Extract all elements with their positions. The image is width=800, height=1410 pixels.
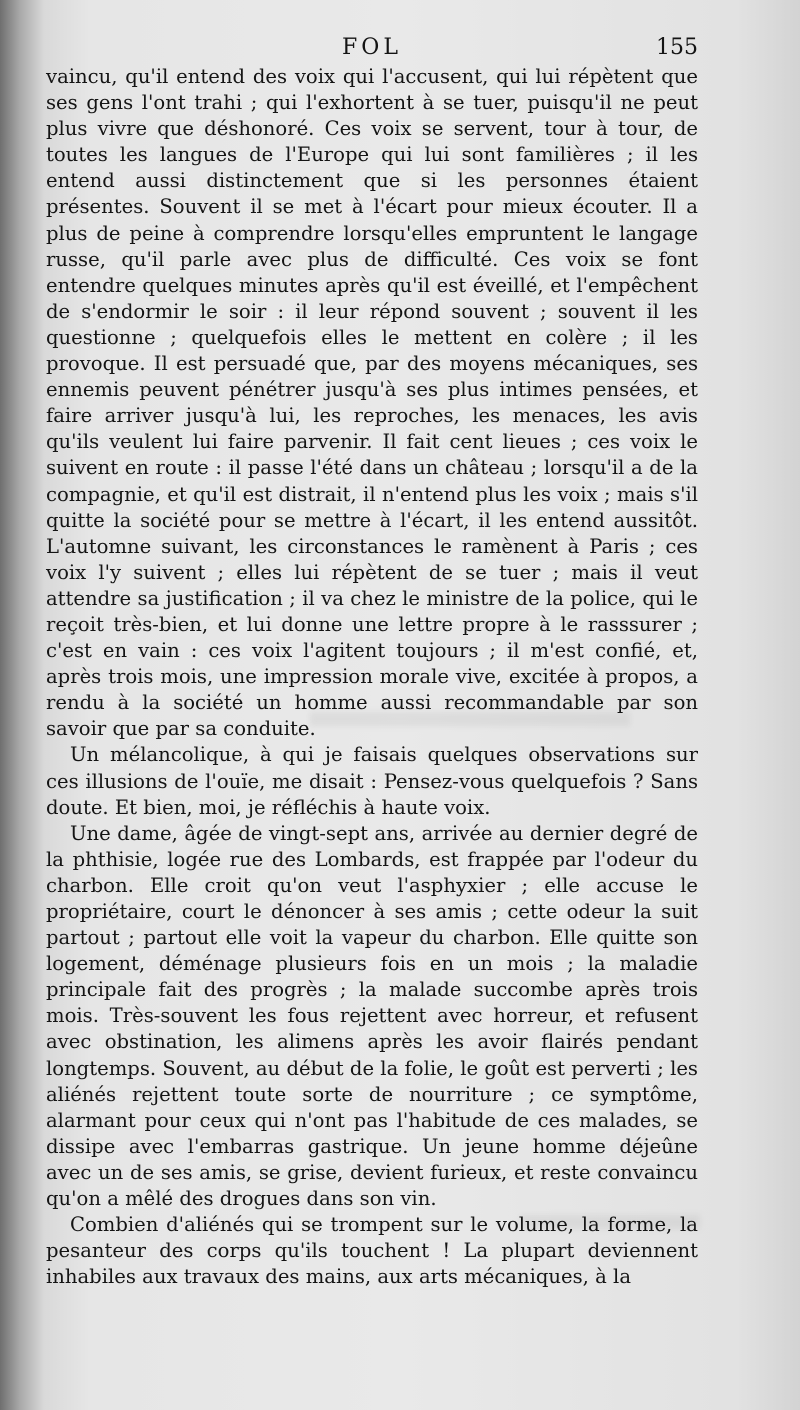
paragraph: Un mélancolique, à qui je faisais quelques observations sur ces illusions de l'ouïe, me disait : Pensez-vous quelquefois ? Sans doute. Et bien, moi, je réfléchis à haute voix. xyxy=(46,743,698,819)
paragraph: Combien d'aliénés qui se trompent sur le volume, la forme, la pesanteur des corps qu'ils touchent ! La plupart deviennent inhabiles aux travaux des mains, aux arts mécaniques, à la xyxy=(46,1213,698,1289)
paragraph: Une dame, âgée de vingt-sept ans, arrivée au dernier degré de la phthisie, logée rue des Lombards, est frappée par l'odeur du charbon. Elle croit qu'on veut l'asphyxier ; elle accuse le propriétaire, court le dénoncer à ses amis ; cette odeur la suit partout ; partout elle voit la vapeur du charbon. Elle quitte son logement, déménage plusieurs fois en un mois ; la maladie principale fait des progrès ; la malade succombe après trois mois. Très-souvent les fous rejettent avec horreur, et refusent avec obstination, les alimens après les avoir flairés pendant longtemps. Souvent, au début de la folie, le goût est perverti ; les aliénés rejettent toute sorte de nourriture ; ce symptôme, alarmant pour ceux qui n'ont pas l'habitude de ces malades, se dissipe avec l'embarras gastrique. Un jeune homme déjeûne avec un de ses amis, se grise, devient furieux, et reste convaincu qu'on a mêlé des drogues dans son vin. xyxy=(46,821,698,1211)
running-head: FOL xyxy=(342,35,402,60)
page-number: 155 xyxy=(656,35,698,60)
paragraph: vaincu, qu'il entend des voix qui l'accusent, qui lui répètent que ses gens l'ont trahi ; qui l'exhortent à se tuer, puisqu'il ne peut plus vivre que déshonoré. Ces voix se servent, tour à tour, de toutes les langues de l'Europe qui lui sont familières ; il les entend aussi distinctement que si les personnes étaient présentes. Souvent il se met à l'écart pour mieux écouter. Il a plus de peine à comprendre lorsqu'elles empruntent le langage russe, qu'il parle avec plus de difficulté. Ces voix se font entendre quelques minutes après qu'il est éveillé, et l'empêchent de s'endormir le soir : il leur répond souvent ; souvent il les questionne ; quelquefois elles le mettent en colère ; il les provoque. Il est persuadé que, par des moyens mécaniques, ses ennemis peuvent pénétrer jusqu'à ses plus intimes pensées, et faire arriver jusqu'à lui, les reproches, les menaces, les avis qu'ils veulent lui faire parvenir. Il fait cent lieues ; ces voix le suivent en route : il passe l'été dans un château ; lorsqu'il a de la compagnie, et qu'il est distrait, il n'entend plus les voix ; mais s'il quitte la société pour se mettre à l'écart, il les entend aussitôt. L'automne suivant, les circonstances le ramènent à Paris ; ces voix l'y suivent ; elles lui répètent de se tuer ; mais il veut attendre sa justification ; il va chez le ministre de la police, qui le reçoit très-bien, et lui donne une lettre propre à le rasssurer ; c'est en vain : ces voix l'agitent toujours ; il m'est confié, et, après trois mois, une impression morale vive, excitée à propos, a rendu à la société un homme aussi recommandable par son savoir que par sa conduite. xyxy=(46,65,698,741)
body-text xyxy=(46,64,698,1290)
page-header xyxy=(46,30,698,66)
